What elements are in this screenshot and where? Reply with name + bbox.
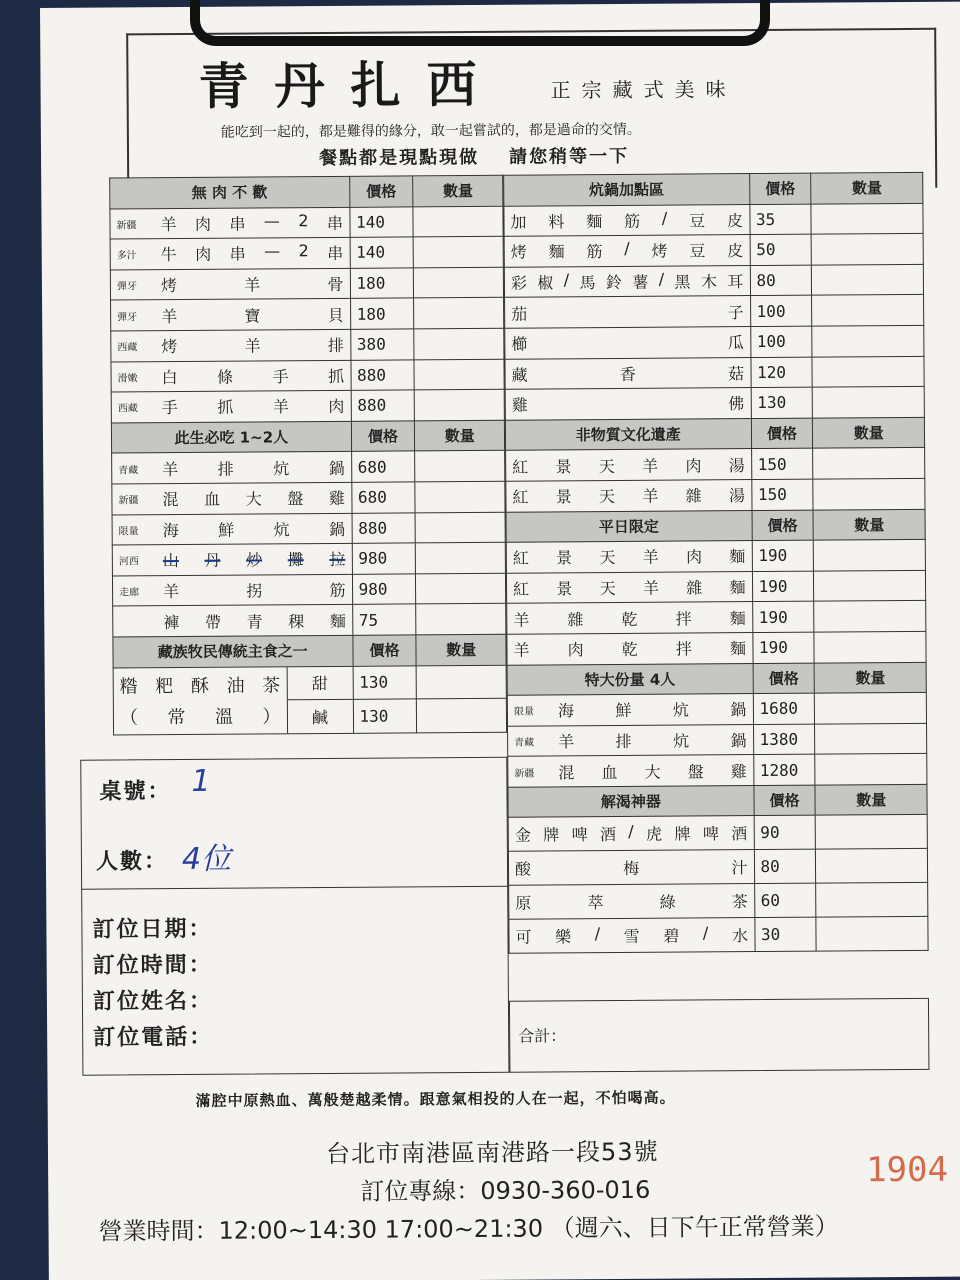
people-count-value[interactable]: 4位 [181,841,232,878]
quantity-field[interactable] [813,386,925,417]
staple-name-line2: （ 常 溫 ） [119,706,281,729]
staple-name-cell [113,666,353,735]
quantity-field[interactable] [814,539,926,570]
section-header-weekday [506,509,925,543]
menu-item-row [505,356,924,390]
quantity-field[interactable] [814,601,926,632]
menu-item-name: 新疆 混 血 大 盤 雞 [508,755,754,787]
price-column-header: 價格 [752,510,814,541]
staple-name-line1: 糌 粑 酥 油 茶 [119,675,281,698]
menu-item-name: 河西 山 丹 炒 攤 拉 [112,543,352,575]
menu-item-price: 880 [350,359,414,390]
menu-item-prefix: 新疆 [514,768,535,780]
menu-item-price: 130 [751,387,813,418]
menu-item-price: 1380 [753,724,815,755]
quantity-field[interactable] [413,236,503,267]
quantity-field[interactable] [416,542,506,573]
restaurant-name: 青丹扎西 [198,54,503,116]
quantity-field[interactable] [415,512,505,543]
quantity-field[interactable] [815,692,927,723]
menu-item-name: 原 萃 綠 茶 [509,884,755,920]
slogan: 能吃到一起的，都是難得的緣分，敢一起嘗試的，都是過命的交情。 [220,121,641,141]
menu-item-row [506,570,925,604]
menu-item-name: 藏 香 菇 [505,357,751,389]
menu-item-name: 烤 麵 筋 / 烤 豆 皮 [504,235,750,267]
menu-item-price: 680 [351,451,415,482]
menu-item-name: 滑嫩 白 條 手 抓 [111,360,351,392]
menu-item-name: 加 料 麵 筋 / 豆 皮 [504,204,750,236]
reservation-phone: 訂位專線：0930-360-016 [360,1175,651,1206]
menu-item-price: 190 [752,571,814,602]
quantity-field[interactable] [814,570,926,601]
section-title: 非物質文化遺產 [505,418,751,450]
menu-item-row [507,601,926,635]
quantity-field[interactable] [812,356,924,387]
menu-item-price: 60 [754,884,816,918]
quantity-field[interactable] [414,328,504,359]
menu-item-price: 30 [754,918,816,952]
section-title: 藏族牧民傳統主食之一 [113,635,353,667]
price-column-header: 價格 [749,173,811,204]
quantity-column-header: 數量 [813,417,925,448]
menu-item-name: 青藏 羊 排 炕 鍋 [112,452,352,484]
quantity-field[interactable] [812,264,924,295]
menu-item-prefix: 彈牙 [116,281,137,293]
menu-item-price: 130 [353,665,417,699]
menu-item-name: 紅 景 天 羊 肉 麵 [506,541,752,573]
quantity-field[interactable] [813,478,925,509]
menu-item-name: 酸 梅 汁 [508,850,754,886]
menu-item-row [110,236,503,269]
menu-item-price: 980 [352,543,416,574]
menu-item-name: 褲 帶 青 稞 麵 [113,605,353,637]
menu-item-row [504,264,923,298]
section-title: 平日限定 [506,510,752,542]
address: 台北市南港區南港路一段53號 [325,1137,659,1169]
menu-item-row [112,481,505,514]
quantity-field[interactable] [816,849,928,884]
section-title: 特大份量 4人 [507,663,753,695]
quantity-field[interactable] [414,298,504,329]
menu-item-price: 880 [352,512,416,543]
menu-item-prefix: 滑嫩 [117,373,138,385]
reservation-phone-label: 訂位電話： [93,1024,214,1051]
motto: 滿腔中原熱血、萬般楚越柔情。跟意氣相投的人在一起，不怕喝高。 [195,1088,676,1110]
quantity-field[interactable] [813,448,925,479]
quantity-field[interactable] [417,698,507,732]
menu-item-prefix: 河西 [118,556,139,568]
menu-item-row [508,815,927,852]
menu-item-name: 櫛 瓜 [505,327,751,359]
notice-right: 請您稍等一下 [508,145,630,168]
price-column-header: 價格 [352,635,416,666]
menu-item-prefix: 走廊 [119,587,140,599]
menu-item-row [110,206,503,239]
total-box [509,998,929,1073]
menu-item-row [508,754,927,788]
quantity-field[interactable] [816,917,928,952]
menu-item-price: 80 [754,850,816,884]
menu-item-row [112,512,505,545]
menu-item-name: 新疆 羊 肉 串 — 2 串 [110,207,350,239]
menu-item-prefix: 彈牙 [117,312,138,324]
staple-row-sweet [113,665,506,701]
menu-item-row [113,604,506,637]
section-header-drinks [508,784,927,818]
table-number-label: 桌號： [99,779,172,805]
menu-item-name: 限量 海 鮮 炕 鍋 [507,694,753,726]
menu-item-price: 140 [350,237,414,268]
menu-item-row [506,539,925,573]
menu-item-price: 190 [752,632,814,663]
menu-item-name: 紅 景 天 羊 雜 湯 [506,479,752,511]
quantity-field[interactable] [414,359,504,390]
menu-item-row [507,631,926,665]
menu-item-row [504,234,923,268]
menu-item-row [111,359,504,392]
quantity-field[interactable] [414,267,504,298]
quantity-field[interactable] [811,203,923,234]
section-title: 炕鍋加點區 [504,174,750,206]
menu-item-name: 茄 子 [505,296,751,328]
price-column-header: 價格 [751,418,813,449]
menu-item-prefix: 新疆 [116,220,137,232]
quantity-field[interactable] [415,481,505,512]
menu-item-price: 75 [352,604,416,635]
quantity-field[interactable] [814,631,926,662]
menu-item-row [508,723,927,757]
menu-item-row [112,451,505,484]
menu-item-price: 50 [750,234,812,265]
reservation-name-label: 訂位姓名： [92,988,214,1015]
people-count-label: 人數： [95,849,169,875]
section-header-must_eat [111,420,504,453]
notice-left: 餐點都是現點現做 [318,146,480,170]
menu-item-row [505,295,924,329]
quantity-field[interactable] [812,325,924,356]
menu-item-price: 880 [351,390,415,421]
menu-item-price: 90 [754,816,816,850]
order-info-box [80,757,509,1076]
menu-item-price: 180 [350,268,414,299]
menu-item-row [504,203,923,237]
menu-item-name: 新疆 混 血 大 盤 雞 [112,482,352,514]
price-column-header: 價格 [753,663,815,694]
quantity-field[interactable] [812,234,924,265]
quantity-field[interactable] [816,815,928,850]
menu-item-price: 130 [353,699,417,733]
menu-item-name: 彩 椒 / 馬 鈴 薯 / 黑 木 耳 [504,265,750,297]
menu-item-prefix: 限量 [118,526,139,538]
quantity-column-header: 數量 [416,634,506,665]
menu-item-price: 100 [750,326,812,357]
menu-item-price: 120 [750,357,812,388]
menu-item-prefix: 青藏 [514,737,535,749]
menu-item-name: 西藏 手 抓 羊 肉 [111,390,351,422]
menu-item-name: 限量 海 鮮 炕 鍋 [112,513,352,545]
menu-item-prefix: 限量 [513,706,534,719]
quantity-field[interactable] [815,723,927,754]
menu-item-row [509,917,928,954]
price-column-header: 價格 [753,785,815,816]
menu-item-price: 190 [752,601,814,632]
menu-item-row [111,298,504,331]
quantity-column-header: 數量 [815,662,927,693]
quantity-field[interactable] [415,389,505,420]
quantity-field[interactable] [415,451,505,482]
menu-item-row [506,448,925,482]
menu-item-name: 可 樂 / 雪 碧 / 水 [509,918,755,954]
menu-item-prefix: 多汁 [116,250,137,262]
menu-item-price: 35 [749,204,811,235]
menu-item-name: 青藏 羊 排 炕 鍋 [508,724,754,756]
menu-item-price: 150 [751,479,813,510]
menu-item-row [508,849,927,886]
price-column-header: 價格 [349,176,413,207]
section-header-heritage [505,417,924,451]
section-header-staple [113,634,506,667]
reservation-date-label: 訂位日期： [92,916,213,943]
serial-number: 1904 [865,1149,949,1191]
menu-item-prefix: 西藏 [117,342,138,354]
option-sweet: 甜 [287,666,352,700]
quantity-field[interactable] [416,573,506,604]
menu-item-price: 150 [751,448,813,479]
menu-item-name: 紅 景 天 羊 雜 麵 [506,571,752,603]
quantity-column-header: 數量 [413,175,503,206]
section-header-no_meat [110,175,503,208]
menu-sheet [40,2,960,1280]
option-salty: 鹹 [311,707,329,727]
menu-item-price: 980 [352,574,416,605]
menu-item-name: 紅 景 天 羊 肉 湯 [506,449,752,481]
menu-item-row [505,325,924,359]
menu-item-row [111,389,504,422]
menu-item-name: 彈牙 羊 寶 貝 [111,299,351,331]
section-title: 解渴神器 [508,785,754,817]
total-label: 合計： [518,1026,567,1046]
menu-item-price: 1280 [753,754,815,785]
menu-item-price: 180 [350,298,414,329]
reservation-time-label: 訂位時間： [92,952,213,979]
right-menu-table [503,172,928,954]
menu-item-price: 1680 [753,693,815,724]
clipboard-clip [190,0,770,46]
menu-item-name: 多汁 牛 肉 串 — 2 串 [110,238,350,270]
menu-item-row [507,692,926,726]
menu-item-name: 走廊 羊 拐 筋 [112,574,352,606]
menu-item-price: 100 [750,295,812,326]
menu-item-prefix: 新疆 [118,495,139,507]
quantity-column-header: 數量 [815,784,927,815]
quantity-column-header: 數量 [415,420,505,451]
menu-item-name: 雞 佛 [505,388,751,420]
quantity-field[interactable] [416,665,506,699]
menu-item-prefix: 西藏 [117,403,138,415]
notice [319,142,629,170]
menu-item-price: 680 [351,482,415,513]
menu-item-row [112,542,505,575]
table-number-value[interactable]: 1 [191,763,211,799]
menu-item-price: 190 [752,540,814,571]
menu-item-row [505,386,924,420]
menu-item-price: 140 [349,206,413,237]
menu-item-name: 羊 肉 乾 拌 麵 [507,632,753,664]
quantity-field[interactable] [812,295,924,326]
restaurant-subtitle: 正宗藏式美味 [550,77,737,103]
menu-item-name: 金 牌 啤 酒 / 虎 牌 啤 酒 [508,816,754,852]
left-menu-table [109,175,507,735]
quantity-field[interactable] [416,604,506,635]
quantity-column-header: 數量 [813,509,925,540]
menu-item-name: 西藏 烤 羊 排 [111,329,351,361]
menu-item-row [112,573,505,606]
section-title: 此生必吃 1~2人 [111,421,351,453]
menu-item-row [110,267,503,300]
menu-item-prefix: 青藏 [118,464,139,477]
quantity-column-header: 數量 [811,172,923,203]
section-title: 無 肉 不 歡 [110,176,350,208]
menu-item-price: 80 [750,265,812,296]
section-header-large [507,662,926,696]
menu-item-name: 羊 雜 乾 拌 麵 [507,602,753,634]
business-hours: 營業時間：12:00~14:30 17:00~21:30 （週六、日下午正常營業） [98,1212,839,1246]
menu-item-price: 380 [350,329,414,360]
menu-item-name: 彈牙 烤 羊 骨 [110,268,350,300]
menu-item-row [506,478,925,512]
menu-item-row [509,883,928,920]
quantity-field[interactable] [815,754,927,785]
quantity-field[interactable] [413,206,503,237]
section-header-hotpot_add [504,172,923,206]
menu-item-row [111,328,504,361]
quantity-field[interactable] [816,883,928,918]
price-column-header: 價格 [351,421,415,452]
